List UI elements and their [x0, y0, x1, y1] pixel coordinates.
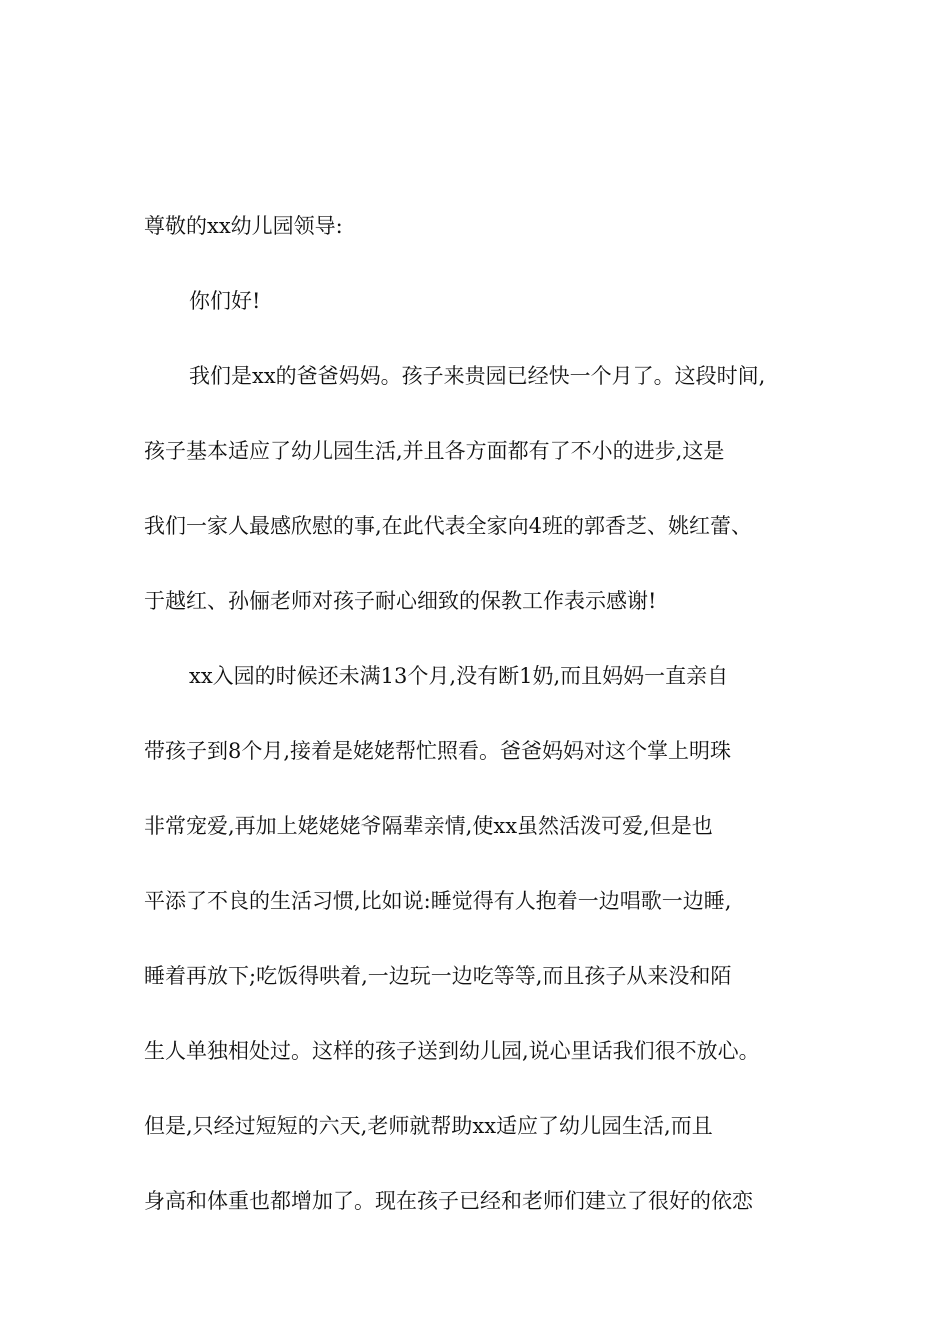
paragraph-line: 我们一家人最感欣慰的事,在此代表全家向4班的郭香芝、姚红蕾、 — [144, 514, 753, 538]
paragraph-line: xx入园的时候还未满13个月,没有断1奶,而且妈妈一直亲自 — [189, 664, 729, 688]
paragraph-line: 非常宠爱,再加上姥姥姥爷隔辈亲情,使xx虽然活泼可爱,但是也 — [144, 814, 713, 838]
paragraph-line: 但是,只经过短短的六天,老师就帮助xx适应了幼儿园生活,而且 — [144, 1114, 713, 1138]
salutation: 尊敬的xx幼儿园领导: — [144, 214, 343, 238]
paragraph-line: 身高和体重也都增加了。现在孩子已经和老师们建立了很好的依恋 — [144, 1189, 753, 1213]
greeting: 你们好! — [189, 289, 261, 313]
paragraph-line: 孩子基本适应了幼儿园生活,并且各方面都有了不小的进步,这是 — [144, 439, 725, 463]
paragraph-line: 带孩子到8个月,接着是姥姥帮忙照看。爸爸妈妈对这个掌上明珠 — [144, 739, 732, 763]
paragraph-line: 睡着再放下;吃饭得哄着,一边玩一边吃等等,而且孩子从来没和陌 — [144, 964, 732, 988]
paragraph-line: 平添了不良的生活习惯,比如说:睡觉得有人抱着一边唱歌一边睡, — [144, 889, 732, 913]
paragraph-line: 我们是xx的爸爸妈妈。孩子来贵园已经快一个月了。这段时间, — [189, 364, 766, 388]
paragraph-line: 于越红、孙俪老师对孩子耐心细致的保教工作表示感谢! — [144, 589, 657, 613]
paragraph-line: 生人单独相处过。这样的孩子送到幼儿园,说心里话我们很不放心。 — [144, 1039, 760, 1063]
